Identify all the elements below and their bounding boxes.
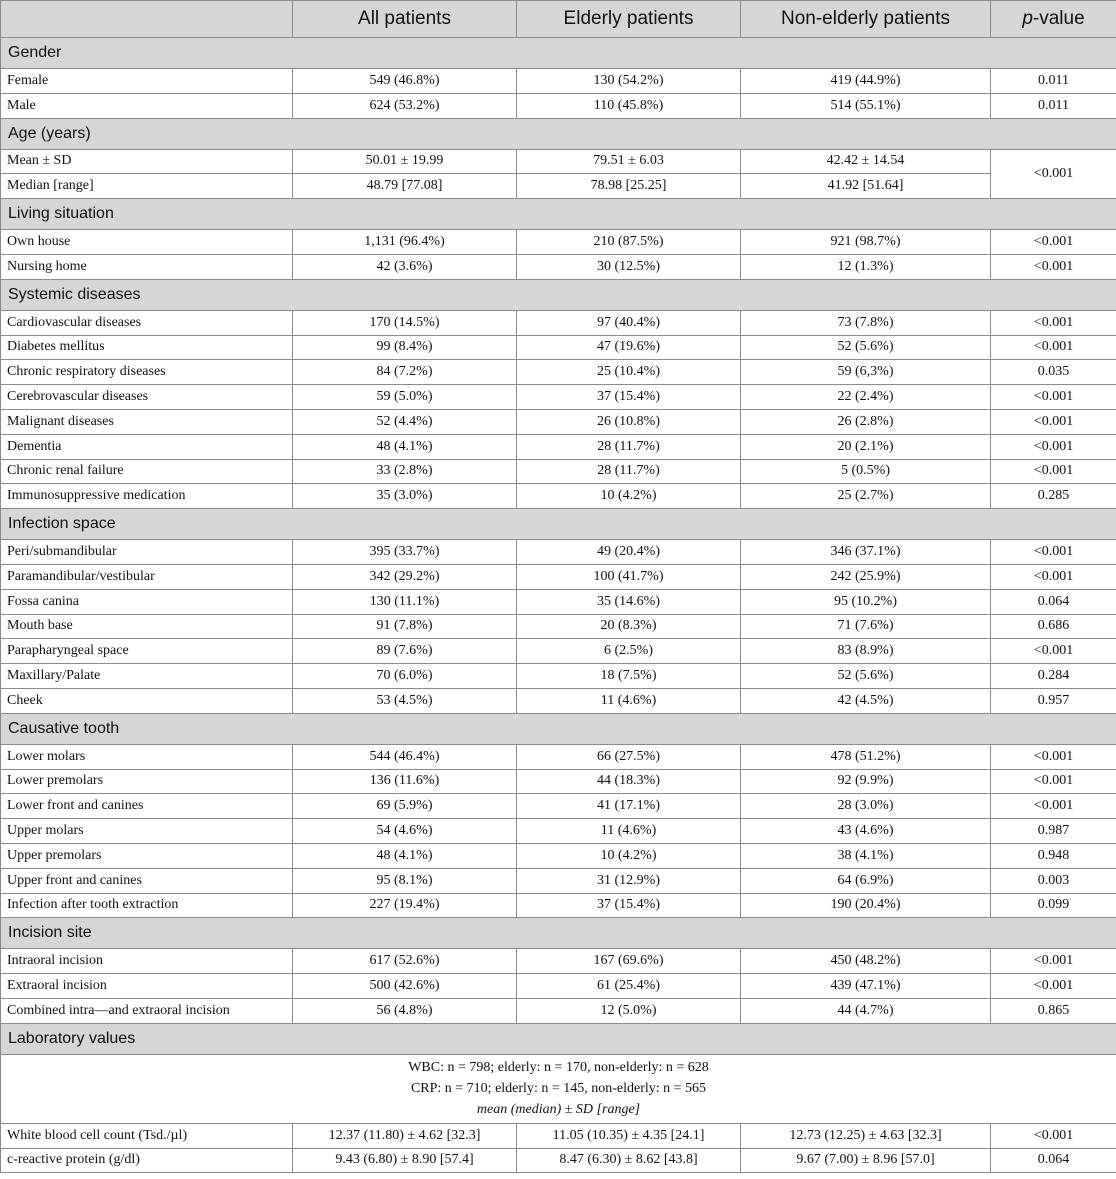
table-row xyxy=(1,688,1116,713)
row-label: Median [range] xyxy=(1,174,293,199)
cell-all-patients: 227 (19.4%) xyxy=(293,893,517,918)
table-row xyxy=(1,819,1116,844)
cell-elderly: 11 (4.6%) xyxy=(517,819,741,844)
cell-non-elderly: 92 (9.9%) xyxy=(741,769,991,794)
cell-elderly: 28 (11.7%) xyxy=(517,434,741,459)
table-row xyxy=(1,639,1116,664)
cell-non-elderly: 41.92 [51.64] xyxy=(741,174,991,199)
cell-non-elderly: 43 (4.6%) xyxy=(741,819,991,844)
cell-non-elderly: 346 (37.1%) xyxy=(741,540,991,565)
cell-all-patients: 48 (4.1%) xyxy=(293,843,517,868)
section-title: Causative tooth xyxy=(1,713,1116,744)
header-p-suffix: -value xyxy=(1032,8,1085,29)
table-row xyxy=(1,310,1116,335)
cell-p-value: <0.001 xyxy=(991,974,1116,999)
header-all-patients: All patients xyxy=(293,1,517,38)
row-label: Own house xyxy=(1,230,293,255)
row-label: Combined intra—and extraoral incision xyxy=(1,998,293,1023)
cell-non-elderly: 52 (5.6%) xyxy=(741,664,991,689)
cell-p-value: 0.011 xyxy=(991,69,1116,94)
row-label: Lower molars xyxy=(1,744,293,769)
table-row xyxy=(1,149,1116,174)
cell-elderly: 167 (69.6%) xyxy=(517,949,741,974)
table-row xyxy=(1,949,1116,974)
cell-elderly: 41 (17.1%) xyxy=(517,794,741,819)
section-title: Living situation xyxy=(1,199,1116,230)
cell-non-elderly: 42 (4.5%) xyxy=(741,688,991,713)
row-label: Cheek xyxy=(1,688,293,713)
cell-all-patients: 342 (29.2%) xyxy=(293,564,517,589)
header-elderly-patients: Elderly patients xyxy=(517,1,741,38)
cell-p-value: 0.064 xyxy=(991,589,1116,614)
cell-p-value: <0.001 xyxy=(991,769,1116,794)
section-title: Infection space xyxy=(1,509,1116,540)
cell-non-elderly: 44 (4.7%) xyxy=(741,998,991,1023)
row-label: Parapharyngeal space xyxy=(1,639,293,664)
cell-non-elderly: 38 (4.1%) xyxy=(741,843,991,868)
cell-all-patients: 9.43 (6.80) ± 8.90 [57.4] xyxy=(293,1148,517,1173)
table-row xyxy=(1,335,1116,360)
cell-elderly: 130 (54.2%) xyxy=(517,69,741,94)
cell-elderly: 8.47 (6.30) ± 8.62 [43.8] xyxy=(517,1148,741,1173)
cell-non-elderly: 52 (5.6%) xyxy=(741,335,991,360)
table-body xyxy=(1,38,1116,1173)
cell-elderly: 49 (20.4%) xyxy=(517,540,741,565)
table-row xyxy=(1,744,1116,769)
table-row xyxy=(1,614,1116,639)
cell-all-patients: 95 (8.1%) xyxy=(293,868,517,893)
cell-non-elderly: 921 (98.7%) xyxy=(741,230,991,255)
row-label: Upper premolars xyxy=(1,843,293,868)
row-label: Cerebrovascular diseases xyxy=(1,385,293,410)
cell-elderly: 12 (5.0%) xyxy=(517,998,741,1023)
row-label: Nursing home xyxy=(1,254,293,279)
cell-p-value: <0.001 xyxy=(991,540,1116,565)
cell-elderly: 25 (10.4%) xyxy=(517,360,741,385)
cell-non-elderly: 22 (2.4%) xyxy=(741,385,991,410)
cell-non-elderly: 478 (51.2%) xyxy=(741,744,991,769)
cell-all-patients: 500 (42.6%) xyxy=(293,974,517,999)
row-label: White blood cell count (Tsd./µl) xyxy=(1,1123,293,1148)
cell-p-value: <0.001 xyxy=(991,335,1116,360)
section-title: Systemic diseases xyxy=(1,279,1116,310)
cell-all-patients: 170 (14.5%) xyxy=(293,310,517,335)
cell-p-value: <0.001 xyxy=(991,744,1116,769)
cell-elderly: 37 (15.4%) xyxy=(517,385,741,410)
row-label: Mean ± SD xyxy=(1,149,293,174)
row-label: Diabetes mellitus xyxy=(1,335,293,360)
cell-elderly: 20 (8.3%) xyxy=(517,614,741,639)
cell-elderly: 110 (45.8%) xyxy=(517,93,741,118)
cell-non-elderly: 514 (55.1%) xyxy=(741,93,991,118)
cell-non-elderly: 20 (2.1%) xyxy=(741,434,991,459)
row-label: Immunosuppressive medication xyxy=(1,484,293,509)
cell-non-elderly: 71 (7.6%) xyxy=(741,614,991,639)
row-label: Lower front and canines xyxy=(1,794,293,819)
section-header-row xyxy=(1,713,1116,744)
table-row xyxy=(1,769,1116,794)
table-row xyxy=(1,69,1116,94)
cell-all-patients: 12.37 (11.80) ± 4.62 [32.3] xyxy=(293,1123,517,1148)
cell-all-patients: 33 (2.8%) xyxy=(293,459,517,484)
cell-elderly: 79.51 ± 6.03 xyxy=(517,149,741,174)
row-label: Extraoral incision xyxy=(1,974,293,999)
row-label: Infection after tooth extraction xyxy=(1,893,293,918)
cell-p-value: 0.011 xyxy=(991,93,1116,118)
section-header-row xyxy=(1,918,1116,949)
cell-p-value: 0.284 xyxy=(991,664,1116,689)
cell-elderly: 10 (4.2%) xyxy=(517,484,741,509)
row-label: Fossa canina xyxy=(1,589,293,614)
cell-elderly: 11 (4.6%) xyxy=(517,688,741,713)
cell-all-patients: 91 (7.8%) xyxy=(293,614,517,639)
cell-non-elderly: 83 (8.9%) xyxy=(741,639,991,664)
cell-all-patients: 52 (4.4%) xyxy=(293,409,517,434)
cell-elderly: 10 (4.2%) xyxy=(517,843,741,868)
cell-elderly: 18 (7.5%) xyxy=(517,664,741,689)
cell-p-value: <0.001 xyxy=(991,459,1116,484)
cell-p-value: <0.001 xyxy=(991,639,1116,664)
cell-non-elderly: 5 (0.5%) xyxy=(741,459,991,484)
table-row xyxy=(1,385,1116,410)
cell-all-patients: 89 (7.6%) xyxy=(293,639,517,664)
table-row xyxy=(1,893,1116,918)
row-label: Intraoral incision xyxy=(1,949,293,974)
cell-all-patients: 1,131 (96.4%) xyxy=(293,230,517,255)
cell-all-patients: 56 (4.8%) xyxy=(293,998,517,1023)
cell-p-value: <0.001 xyxy=(991,385,1116,410)
section-header-row xyxy=(1,199,1116,230)
header-row xyxy=(1,1,1116,38)
cell-non-elderly: 9.67 (7.00) ± 8.96 [57.0] xyxy=(741,1148,991,1173)
cell-all-patients: 99 (8.4%) xyxy=(293,335,517,360)
cell-p-value: 0.099 xyxy=(991,893,1116,918)
cell-elderly: 35 (14.6%) xyxy=(517,589,741,614)
cell-elderly: 44 (18.3%) xyxy=(517,769,741,794)
cell-p-value: <0.001 xyxy=(991,1123,1116,1148)
cell-p-value: 0.064 xyxy=(991,1148,1116,1173)
cell-non-elderly: 42.42 ± 14.54 xyxy=(741,149,991,174)
table-row xyxy=(1,1123,1116,1148)
cell-all-patients: 617 (52.6%) xyxy=(293,949,517,974)
cell-p-value: <0.001 xyxy=(991,230,1116,255)
row-label: Peri/submandibular xyxy=(1,540,293,565)
cell-elderly: 97 (40.4%) xyxy=(517,310,741,335)
lab-note-row xyxy=(1,1054,1116,1123)
cell-non-elderly: 59 (6,3%) xyxy=(741,360,991,385)
table-row xyxy=(1,868,1116,893)
section-title: Incision site xyxy=(1,918,1116,949)
header-non-elderly-patients: Non-elderly patients xyxy=(741,1,991,38)
cell-elderly: 28 (11.7%) xyxy=(517,459,741,484)
cell-non-elderly: 28 (3.0%) xyxy=(741,794,991,819)
cell-all-patients: 50.01 ± 19.99 xyxy=(293,149,517,174)
cell-p-value: 0.035 xyxy=(991,360,1116,385)
row-label: Upper front and canines xyxy=(1,868,293,893)
cell-elderly: 37 (15.4%) xyxy=(517,893,741,918)
cell-all-patients: 54 (4.6%) xyxy=(293,819,517,844)
section-header-row xyxy=(1,118,1116,149)
cell-all-patients: 130 (11.1%) xyxy=(293,589,517,614)
cell-all-patients: 624 (53.2%) xyxy=(293,93,517,118)
section-title: Age (years) xyxy=(1,118,1116,149)
table-row xyxy=(1,459,1116,484)
row-label: Dementia xyxy=(1,434,293,459)
cell-p-value: <0.001 xyxy=(991,949,1116,974)
cell-all-patients: 549 (46.8%) xyxy=(293,69,517,94)
cell-non-elderly: 242 (25.9%) xyxy=(741,564,991,589)
row-label: Lower premolars xyxy=(1,769,293,794)
cell-p-value: 0.957 xyxy=(991,688,1116,713)
cell-all-patients: 136 (11.6%) xyxy=(293,769,517,794)
cell-non-elderly: 439 (47.1%) xyxy=(741,974,991,999)
cell-elderly: 61 (25.4%) xyxy=(517,974,741,999)
table-row xyxy=(1,540,1116,565)
cell-elderly: 66 (27.5%) xyxy=(517,744,741,769)
lab-note-cell xyxy=(1,1054,1116,1123)
section-header-row xyxy=(1,509,1116,540)
section-header-row xyxy=(1,1023,1116,1054)
cell-non-elderly: 12.73 (12.25) ± 4.63 [32.3] xyxy=(741,1123,991,1148)
cell-non-elderly: 12 (1.3%) xyxy=(741,254,991,279)
cell-all-patients: 544 (46.4%) xyxy=(293,744,517,769)
cell-non-elderly: 73 (7.8%) xyxy=(741,310,991,335)
cell-elderly: 100 (41.7%) xyxy=(517,564,741,589)
table-row xyxy=(1,174,1116,199)
cell-elderly: 47 (19.6%) xyxy=(517,335,741,360)
section-header-row xyxy=(1,279,1116,310)
table-row xyxy=(1,998,1116,1023)
row-label: Female xyxy=(1,69,293,94)
section-title: Gender xyxy=(1,38,1116,69)
cell-elderly: 6 (2.5%) xyxy=(517,639,741,664)
header-p-letter: p xyxy=(1022,8,1033,29)
table-row xyxy=(1,409,1116,434)
cell-non-elderly: 26 (2.8%) xyxy=(741,409,991,434)
cell-p-value: 0.285 xyxy=(991,484,1116,509)
cell-all-patients: 59 (5.0%) xyxy=(293,385,517,410)
header-p-value xyxy=(991,1,1116,38)
cell-elderly: 78.98 [25.25] xyxy=(517,174,741,199)
table-row xyxy=(1,254,1116,279)
cell-non-elderly: 450 (48.2%) xyxy=(741,949,991,974)
cell-elderly: 31 (12.9%) xyxy=(517,868,741,893)
cell-all-patients: 84 (7.2%) xyxy=(293,360,517,385)
cell-non-elderly: 95 (10.2%) xyxy=(741,589,991,614)
cell-all-patients: 48 (4.1%) xyxy=(293,434,517,459)
table-row xyxy=(1,434,1116,459)
row-label: Male xyxy=(1,93,293,118)
row-label: Mouth base xyxy=(1,614,293,639)
row-label: Upper molars xyxy=(1,819,293,844)
cell-all-patients: 35 (3.0%) xyxy=(293,484,517,509)
cell-all-patients: 42 (3.6%) xyxy=(293,254,517,279)
cell-elderly: 30 (12.5%) xyxy=(517,254,741,279)
table-row xyxy=(1,360,1116,385)
row-label: c-reactive protein (g/dl) xyxy=(1,1148,293,1173)
table-row xyxy=(1,589,1116,614)
section-header-row xyxy=(1,38,1116,69)
table-row xyxy=(1,93,1116,118)
table-row xyxy=(1,484,1116,509)
table-row xyxy=(1,230,1116,255)
table-row xyxy=(1,1148,1116,1173)
lab-note-wbc: WBC: n = 798; elderly: n = 170, non-elderly: n = 628 xyxy=(408,1060,709,1076)
cell-p-value: <0.001 xyxy=(991,434,1116,459)
table-row xyxy=(1,664,1116,689)
lab-note-crp: CRP: n = 710; elderly: n = 145, non-elderly: n = 565 xyxy=(410,1081,707,1097)
row-label: Cardiovascular diseases xyxy=(1,310,293,335)
cell-all-patients: 69 (5.9%) xyxy=(293,794,517,819)
cell-p-value: <0.001 xyxy=(991,794,1116,819)
row-label: Maxillary/Palate xyxy=(1,664,293,689)
cell-p-value: 0.686 xyxy=(991,614,1116,639)
cell-p-value: 0.865 xyxy=(991,998,1116,1023)
cell-all-patients: 48.79 [77.08] xyxy=(293,174,517,199)
cell-p-value: <0.001 xyxy=(991,149,1116,199)
cell-all-patients: 70 (6.0%) xyxy=(293,664,517,689)
cell-all-patients: 395 (33.7%) xyxy=(293,540,517,565)
cell-p-value: <0.001 xyxy=(991,564,1116,589)
table-row xyxy=(1,974,1116,999)
section-title: Laboratory values xyxy=(1,1023,1116,1054)
cell-p-value: <0.001 xyxy=(991,409,1116,434)
table-row xyxy=(1,794,1116,819)
cell-p-value: 0.948 xyxy=(991,843,1116,868)
row-label: Chronic renal failure xyxy=(1,459,293,484)
row-label: Malignant diseases xyxy=(1,409,293,434)
row-label: Chronic respiratory diseases xyxy=(1,360,293,385)
table-row xyxy=(1,843,1116,868)
table-row xyxy=(1,564,1116,589)
cell-non-elderly: 25 (2.7%) xyxy=(741,484,991,509)
cell-p-value: 0.987 xyxy=(991,819,1116,844)
cell-all-patients: 53 (4.5%) xyxy=(293,688,517,713)
cell-elderly: 210 (87.5%) xyxy=(517,230,741,255)
cell-p-value: <0.001 xyxy=(991,310,1116,335)
cell-elderly: 26 (10.8%) xyxy=(517,409,741,434)
cell-non-elderly: 64 (6.9%) xyxy=(741,868,991,893)
cell-non-elderly: 419 (44.9%) xyxy=(741,69,991,94)
cell-elderly: 11.05 (10.35) ± 4.35 [24.1] xyxy=(517,1123,741,1148)
cell-p-value: <0.001 xyxy=(991,254,1116,279)
row-label: Paramandibular/vestibular xyxy=(1,564,293,589)
header-blank-cell xyxy=(1,1,293,38)
lab-note-format: mean (median) ± SD [range] xyxy=(476,1102,641,1118)
cell-p-value: 0.003 xyxy=(991,868,1116,893)
cell-non-elderly: 190 (20.4%) xyxy=(741,893,991,918)
